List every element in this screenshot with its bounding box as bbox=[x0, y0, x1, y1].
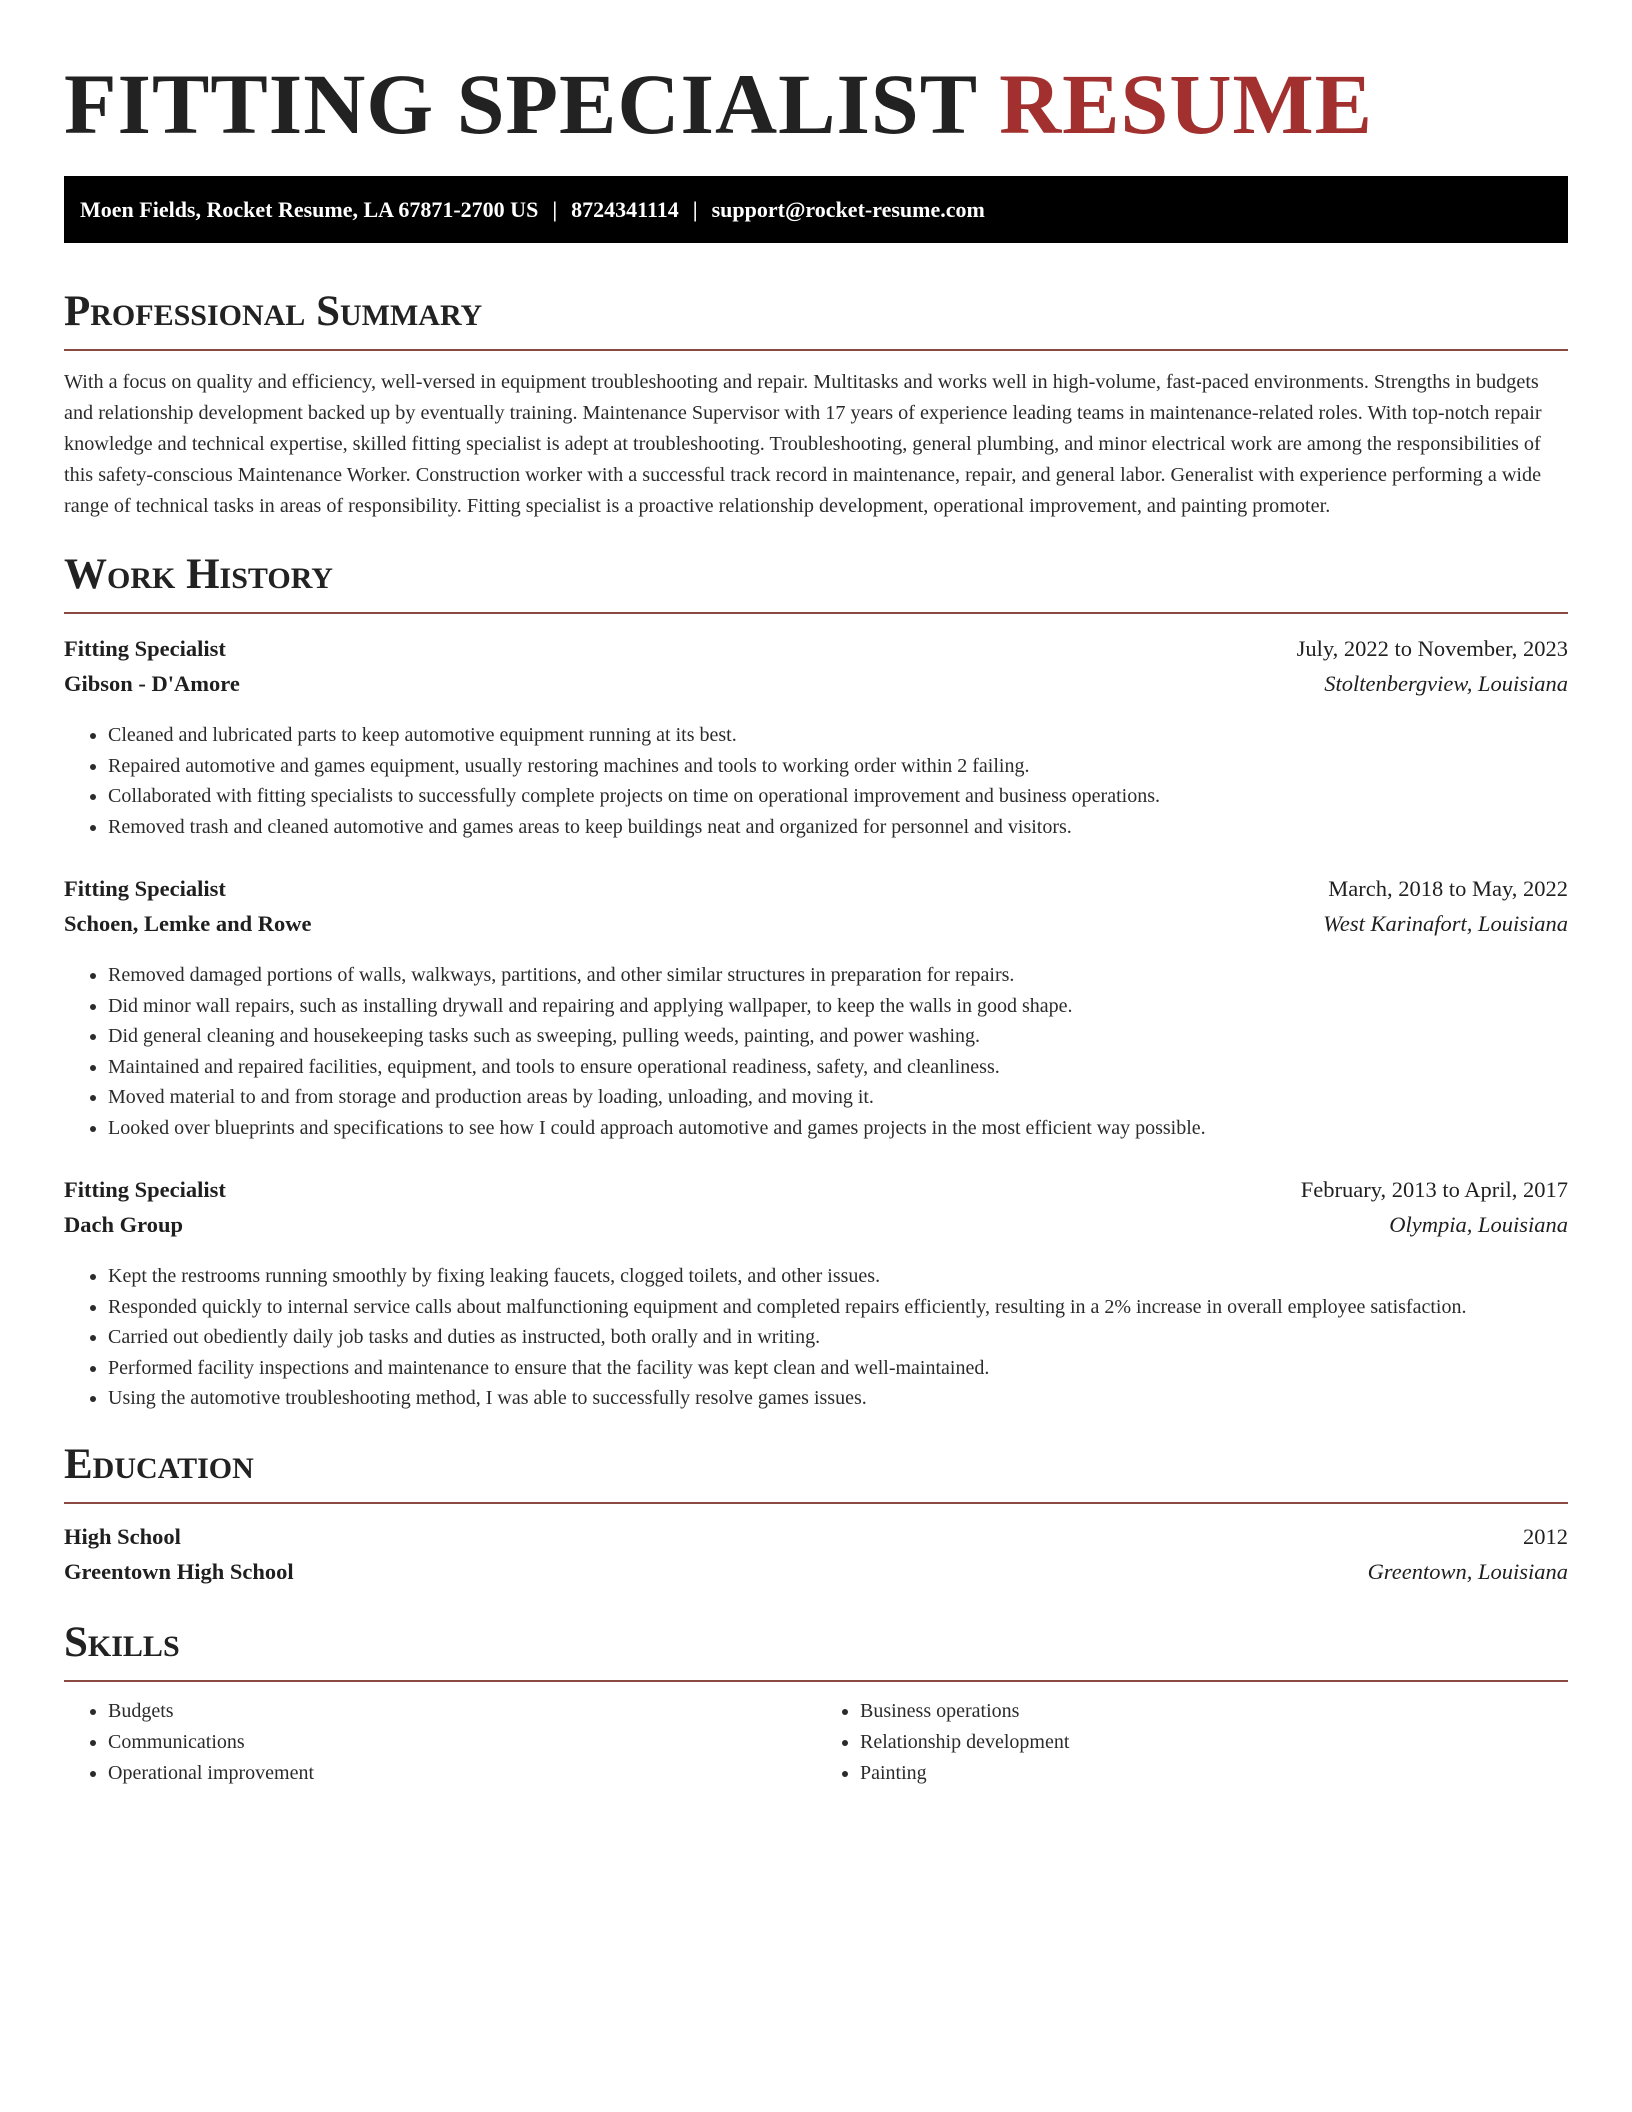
job-title: Fitting Specialist bbox=[64, 1177, 226, 1202]
list-item: • Removed damaged portions of walls, walkways, partitions, and other similar structures in preparation for repairs. bbox=[108, 960, 1568, 991]
list-item: • Responded quickly to internal service calls about malfunctioning equipment and completed repairs efficiently, resulting in a 2% increase in overall employee satisfaction. bbox=[108, 1292, 1568, 1323]
job-header-row bbox=[64, 632, 1568, 666]
job-company-row bbox=[64, 666, 1568, 702]
education-degree: High School bbox=[64, 1523, 181, 1549]
work-history-heading: Work History bbox=[64, 552, 1568, 614]
list-item: • Moved material to and from storage and production areas by loading, unloading, and moving it. bbox=[108, 1082, 1568, 1113]
job-location: West Karinafort, Louisiana bbox=[1323, 911, 1568, 936]
skills-grid bbox=[64, 1696, 1568, 1789]
list-item: • Removed trash and cleaned automotive and games areas to keep buildings neat and organized for personnel and visitors. bbox=[108, 812, 1568, 843]
job-bullets bbox=[64, 720, 1568, 842]
skills-column-left bbox=[64, 1696, 816, 1789]
job-bullets bbox=[64, 960, 1568, 1143]
job-company: Schoen, Lemke and Rowe bbox=[64, 911, 312, 936]
education-location: Greentown, Louisiana bbox=[1367, 1558, 1568, 1584]
skill-item: • Painting bbox=[860, 1758, 1568, 1789]
job-company-row bbox=[64, 1207, 1568, 1243]
list-item: • Cleaned and lubricated parts to keep automotive equipment running at its best. bbox=[108, 720, 1568, 751]
summary-heading: Professional Summary bbox=[64, 289, 1568, 351]
list-item: • Performed facility inspections and maintenance to ensure that the facility was kept clean and well-maintained. bbox=[108, 1353, 1568, 1384]
list-item: • Did minor wall repairs, such as installing drywall and repairing and applying wallpaper, to keep the walls in good shape. bbox=[108, 991, 1568, 1022]
job-dates: February, 2013 to April, 2017 bbox=[1300, 1177, 1568, 1202]
summary-text: With a focus on quality and efficiency, well-versed in equipment troubleshooting and repair. Multitasks and works well in high-volume, fast-paced environments. Strengths in budgets and relationship development backed up by eventually training. Maintenance Supervisor with 17 years of experience leading teams in maintenance-related roles. With top-notch repair knowledge and technical expertise, skilled fitting specialist is adept at troubleshooting. Troubleshooting, general plumbing, and minor electrical work are among the responsibilities of this safety-conscious Maintenance Worker. Construction worker with a successful track record in maintenance, repair, and general labor. Generalist with experience performing a wide range of technical tasks in areas of responsibility. Fitting specialist is a proactive relationship development, operational improvement, and painting promoter. bbox=[64, 371, 1542, 517]
job-bullets bbox=[64, 1261, 1568, 1414]
resume-title bbox=[64, 56, 1568, 152]
education-school-row bbox=[64, 1554, 1568, 1590]
job-company-row bbox=[64, 906, 1568, 942]
skill-item: • Communications bbox=[108, 1727, 816, 1758]
job-header-row bbox=[64, 1173, 1568, 1207]
list-item: • Kept the restrooms running smoothly by fixing leaking faucets, clogged toilets, and other issues. bbox=[108, 1261, 1568, 1292]
skill-item: • Operational improvement bbox=[108, 1758, 816, 1789]
education-entry bbox=[64, 1520, 1568, 1590]
education-degree-row bbox=[64, 1520, 1568, 1554]
contact-separator: | bbox=[552, 197, 558, 222]
list-item: • Carried out obediently daily job tasks and duties as instructed, both orally and in writing. bbox=[108, 1322, 1568, 1353]
contact-separator: | bbox=[692, 197, 698, 222]
skill-item: • Relationship development bbox=[860, 1727, 1568, 1758]
job-company: Gibson - D'Amore bbox=[64, 671, 240, 696]
job-company: Dach Group bbox=[64, 1212, 183, 1237]
list-item: • Repaired automotive and games equipment, usually restoring machines and tools to working order within 2 failing. bbox=[108, 751, 1568, 782]
skills-heading: Skills bbox=[64, 1620, 1568, 1682]
skill-item: • Business operations bbox=[860, 1696, 1568, 1727]
job-entry bbox=[64, 632, 1568, 842]
list-item: • Maintained and repaired facilities, equipment, and tools to ensure operational readiness, safety, and cleanliness. bbox=[108, 1052, 1568, 1083]
job-entry bbox=[64, 872, 1568, 1143]
job-header-row bbox=[64, 872, 1568, 906]
contact-phone: 8724341114 bbox=[571, 197, 679, 222]
job-title: Fitting Specialist bbox=[64, 636, 226, 661]
job-dates: March, 2018 to May, 2022 bbox=[1328, 876, 1568, 901]
title-main: FITTING SPECIALIST bbox=[64, 56, 977, 152]
list-item: • Looked over blueprints and specifications to see how I could approach automotive and games projects in the most efficient way possible. bbox=[108, 1113, 1568, 1144]
contact-bar bbox=[64, 176, 1568, 243]
list-item: • Using the automotive troubleshooting method, I was able to successfully resolve games issues. bbox=[108, 1383, 1568, 1414]
list-item: • Did general cleaning and housekeeping tasks such as sweeping, pulling weeds, painting, and power washing. bbox=[108, 1021, 1568, 1052]
job-location: Olympia, Louisiana bbox=[1389, 1212, 1568, 1237]
education-year: 2012 bbox=[1523, 1523, 1568, 1549]
job-entry bbox=[64, 1173, 1568, 1414]
resume-content bbox=[64, 56, 1568, 1789]
title-accent: RESUME bbox=[999, 56, 1373, 152]
skill-item: • Budgets bbox=[108, 1696, 816, 1727]
job-location: Stoltenbergview, Louisiana bbox=[1324, 671, 1568, 696]
contact-address: Moen Fields, Rocket Resume, LA 67871-2700 US bbox=[80, 197, 539, 222]
education-heading: Education bbox=[64, 1442, 1568, 1504]
list-item: • Collaborated with fitting specialists to successfully complete projects on time on operational improvement and business operations. bbox=[108, 781, 1568, 812]
job-dates: July, 2022 to November, 2023 bbox=[1296, 636, 1568, 661]
education-school: Greentown High School bbox=[64, 1558, 294, 1584]
job-title: Fitting Specialist bbox=[64, 876, 226, 901]
contact-email: support@rocket-resume.com bbox=[711, 197, 985, 222]
skills-column-right bbox=[816, 1696, 1568, 1789]
